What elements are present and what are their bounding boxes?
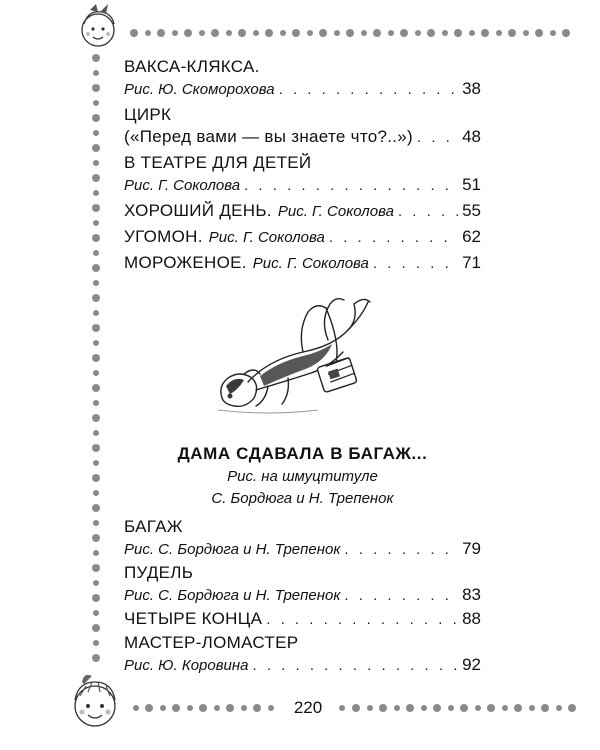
dot-leader — [266, 609, 458, 631]
toc-page-number: 79 — [462, 539, 481, 558]
toc-title: МАСТЕР-ЛОМАСТЕР — [124, 633, 299, 652]
dotted-border-left — [88, 52, 104, 672]
dot-leader — [417, 127, 458, 149]
toc-entry-title — [124, 56, 481, 80]
section-heading: ДАМА СДАВАЛА В БАГАЖ... — [177, 444, 428, 463]
toc-page-number: 48 — [462, 127, 481, 146]
toc-credit: Рис. Г. Соколова — [124, 177, 241, 194]
toc-credit: Рис. Ю. Коровина — [124, 657, 249, 674]
toc-credit: Рис. Г. Соколова — [208, 229, 325, 246]
toc-title: ЧЕТЫРЕ КОНЦА — [124, 609, 263, 628]
toc-credit: Рис. С. Бордюга и Н. Трепенок — [124, 587, 341, 604]
dot-leader — [253, 655, 459, 677]
toc-credit: Рис. С. Бордюга и Н. Трепенок — [124, 541, 341, 558]
toc-page-number: 51 — [462, 175, 481, 194]
toc-entry-credit[interactable] — [124, 78, 481, 102]
toc-title: ХОРОШИЙ ДЕНЬ. — [124, 201, 272, 220]
toc-page-number: 92 — [462, 655, 481, 674]
toc-entry-title — [124, 152, 481, 176]
toc-entry-title — [124, 632, 481, 656]
dot-leader — [329, 227, 458, 249]
toc-title: УГОМОН. — [124, 227, 203, 246]
section-subtitle-line-2: С. Бордюга и Н. Трепенок — [211, 490, 394, 507]
dot-leader — [344, 539, 458, 561]
toc-entry[interactable] — [124, 226, 481, 250]
toc-entry-title — [124, 516, 481, 540]
toc-page-number: 88 — [462, 609, 481, 628]
toc-credit: Рис. Г. Соколова — [252, 255, 369, 272]
girl-face-icon — [62, 668, 128, 734]
toc-title: БАГАЖ — [124, 517, 183, 536]
girl-face-icon — [68, 0, 130, 50]
toc-entry-credit[interactable] — [124, 126, 481, 150]
toc-entry[interactable] — [124, 252, 481, 276]
toc-page-number: 71 — [462, 253, 481, 272]
section-subtitle-line-1: Рис. на шмуцтитуле — [227, 468, 378, 485]
toc-title: ЦИРК — [124, 105, 172, 124]
toc-entry[interactable] — [124, 200, 481, 224]
toc-entry[interactable] — [124, 608, 481, 632]
dot-leader — [398, 201, 458, 223]
dot-leader — [244, 175, 458, 197]
dotted-border-bottom — [130, 700, 580, 716]
dot-leader — [344, 585, 458, 607]
toc-page-number: 83 — [462, 585, 481, 604]
dot-leader — [279, 79, 458, 101]
toc-entry-title — [124, 562, 481, 586]
toc-title: ПУДЕЛЬ — [124, 563, 194, 582]
toc-title: В ТЕАТРЕ ДЛЯ ДЕТЕЙ — [124, 153, 312, 172]
toc-title: МОРОЖЕНОЕ. — [124, 253, 247, 272]
toc-entry-title — [124, 104, 481, 128]
toc-title: ВАКСА-КЛЯКСА. — [124, 57, 260, 76]
toc-page-number: 62 — [462, 227, 481, 246]
toc-entry-credit[interactable] — [124, 174, 481, 198]
toc-credit: Рис. Ю. Скоморохова — [124, 81, 275, 98]
dotted-border-top — [128, 25, 578, 41]
toc-page-number: 38 — [462, 79, 481, 98]
toc-page-number: 55 — [462, 201, 481, 220]
toc-entry-credit[interactable] — [124, 584, 481, 608]
dot-leader — [373, 253, 458, 275]
toc-credit: («Перед вами — вы знаете что?..») — [124, 127, 413, 146]
page-number: 220 — [288, 698, 328, 718]
toc-credit: Рис. Г. Соколова — [277, 203, 394, 220]
toc-entry-credit[interactable] — [124, 654, 481, 678]
toc-entry-credit[interactable] — [124, 538, 481, 562]
dog-with-suitcase-illustration — [208, 290, 408, 420]
